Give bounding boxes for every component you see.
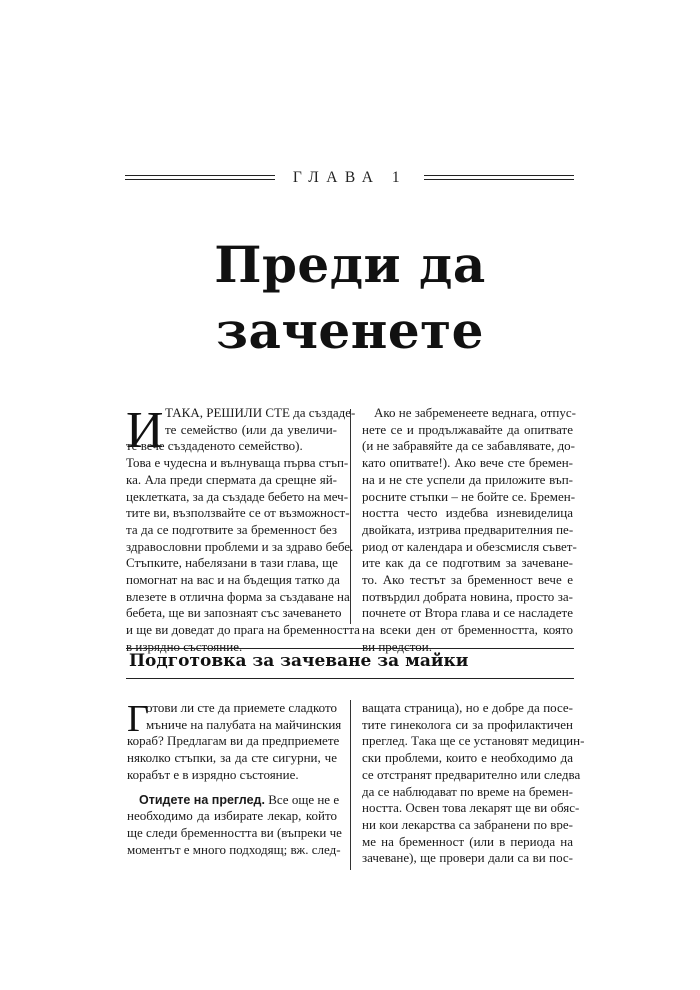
intro-dropcap: И (126, 402, 164, 459)
section-dropcap: Г (127, 698, 149, 740)
section-right-line: ме на бременност (или в периода на (362, 833, 573, 849)
intro-left-line: тите ви, възползвайте се от възможност- (126, 505, 350, 521)
intro-left-line: ка. Ала преди спермата да срещне яй- (126, 471, 337, 487)
intro-right-line: (и не забравяйте да се забавлявате, до- (362, 438, 576, 454)
intro-right-line: ността често издебва изневиделица (362, 505, 573, 521)
section-right-line: ността. Освен това лекарят ще ви обяс- (362, 800, 580, 816)
intro-left-line: цеклетката, за да създаде бебето на меч- (126, 488, 349, 504)
intro-left-line: в изрядно състояние. (126, 638, 243, 654)
section-right-line: зачеване), ще провери дали са ви пос- (362, 850, 573, 866)
intro-right-line: двойката, изтрива предварителния пе- (362, 521, 574, 537)
chapter-title-line-2: заченете (216, 301, 484, 360)
section-right-line: тите гинеколога си за профилактичен (362, 716, 573, 732)
intro-left-line: те семейство (или да увеличи- (165, 421, 337, 437)
chapter-rule-right-top (424, 175, 574, 176)
section-top-rule (126, 648, 574, 649)
section-right-line: преглед. Така ще се установят медицин- (362, 733, 585, 749)
chapter-title-line-1: Преди да (214, 235, 486, 294)
chapter-rule-right-bottom (424, 179, 574, 180)
intro-right-line: почнете от Втора глава и се насладете (362, 605, 573, 621)
section-left-line: корабът е в изрядно състояние. (127, 766, 299, 782)
intro-right-line: Ако не забременеете веднага, отпус- (374, 405, 576, 420)
intro-right-line: нете се и продължавайте да опитвате (362, 421, 573, 437)
intro-right-line: като опитвате!). Ако вече сте бремен- (362, 455, 573, 471)
intro-left-line: та да се подготвите за бременност без (126, 521, 337, 537)
section-left-line: няколко стъпки, за да сте сигурни, че (127, 750, 337, 766)
section-left-line: ще следи бременността ви (въпреки че (127, 824, 342, 840)
intro-right-line: риод от календара и обезсмисля съвет- (362, 538, 577, 554)
section-run-in-tail: Все още не е (264, 791, 340, 807)
intro-right-line: ите как да се подготвим за зачеване- (362, 555, 573, 571)
section-left-line-runin (127, 791, 340, 809)
intro-right-line: то. Ако тестът за бременност вече е (362, 572, 573, 588)
intro-left-line: ТАКА, РЕШИЛИ СТЕ да създаде- (165, 405, 356, 420)
intro-left-line: помогнат на вас и на бъдещия татко да (126, 572, 340, 588)
chapter-title (0, 232, 700, 364)
section-left-line: отови ли сте да приемете сладкото (146, 700, 338, 715)
section-title: Подготовка за зачеване за майки (129, 651, 469, 671)
intro-left-line: те вече създаденото семейство). (126, 438, 303, 454)
section-column-divider (350, 700, 351, 870)
intro-left-line: здравословни проблеми и за здраво бебе. (126, 538, 354, 554)
section-left-line: моментът е много подходящ; вж. след- (127, 841, 341, 857)
intro-right-column (362, 405, 577, 656)
section-right-column (362, 700, 585, 867)
section-right-line: ващата страница), но е добре да посе- (362, 700, 573, 715)
section-left-line: необходимо да избирате лекар, който (127, 808, 337, 824)
intro-right-line: ви предстои. (362, 638, 433, 654)
chapter-label: ГЛАВА 1 (292, 169, 408, 186)
section-run-in-heading: Отидете на преглед. (139, 792, 265, 807)
section-right-line: да се наблюдават по време на бремен- (362, 783, 573, 799)
intro-left-line: бебета, ще ви запознаят със зачеването (126, 605, 342, 621)
section-left-line: кораб? Предлагам ви да предприемете (127, 733, 340, 749)
intro-left-line: влезете в отлична форма за създаване на (126, 588, 350, 604)
section-left-column (127, 700, 342, 858)
intro-left-line: и ще ви доведат до прага на бременността (126, 622, 360, 638)
intro-right-line: на всеки ден от бременността, която (362, 622, 573, 638)
intro-left-line: Това е чудесна и вълнуваща първа стъп- (126, 455, 349, 471)
intro-right-line: на и не сте успели да приложите въп- (362, 471, 573, 487)
section-right-line: се отстранят предварително или следва (362, 766, 581, 782)
intro-right-line: потвърдил добрата новина, просто за- (362, 588, 573, 604)
section-right-line: ни кои лекарства са забранени по вре- (362, 816, 573, 832)
section-left-line: мъниче на палубата на майчинския (146, 716, 342, 732)
section-bottom-rule (126, 678, 574, 679)
intro-column-divider (350, 409, 351, 624)
intro-left-column (126, 402, 360, 656)
intro-right-line: росните стъпки – не бойте се. Бремен- (362, 488, 576, 504)
section-right-line: ски проблеми, които е необходимо да (362, 750, 573, 766)
intro-left-line: Стъпките, набелязани в тази глава, ще (126, 555, 338, 571)
